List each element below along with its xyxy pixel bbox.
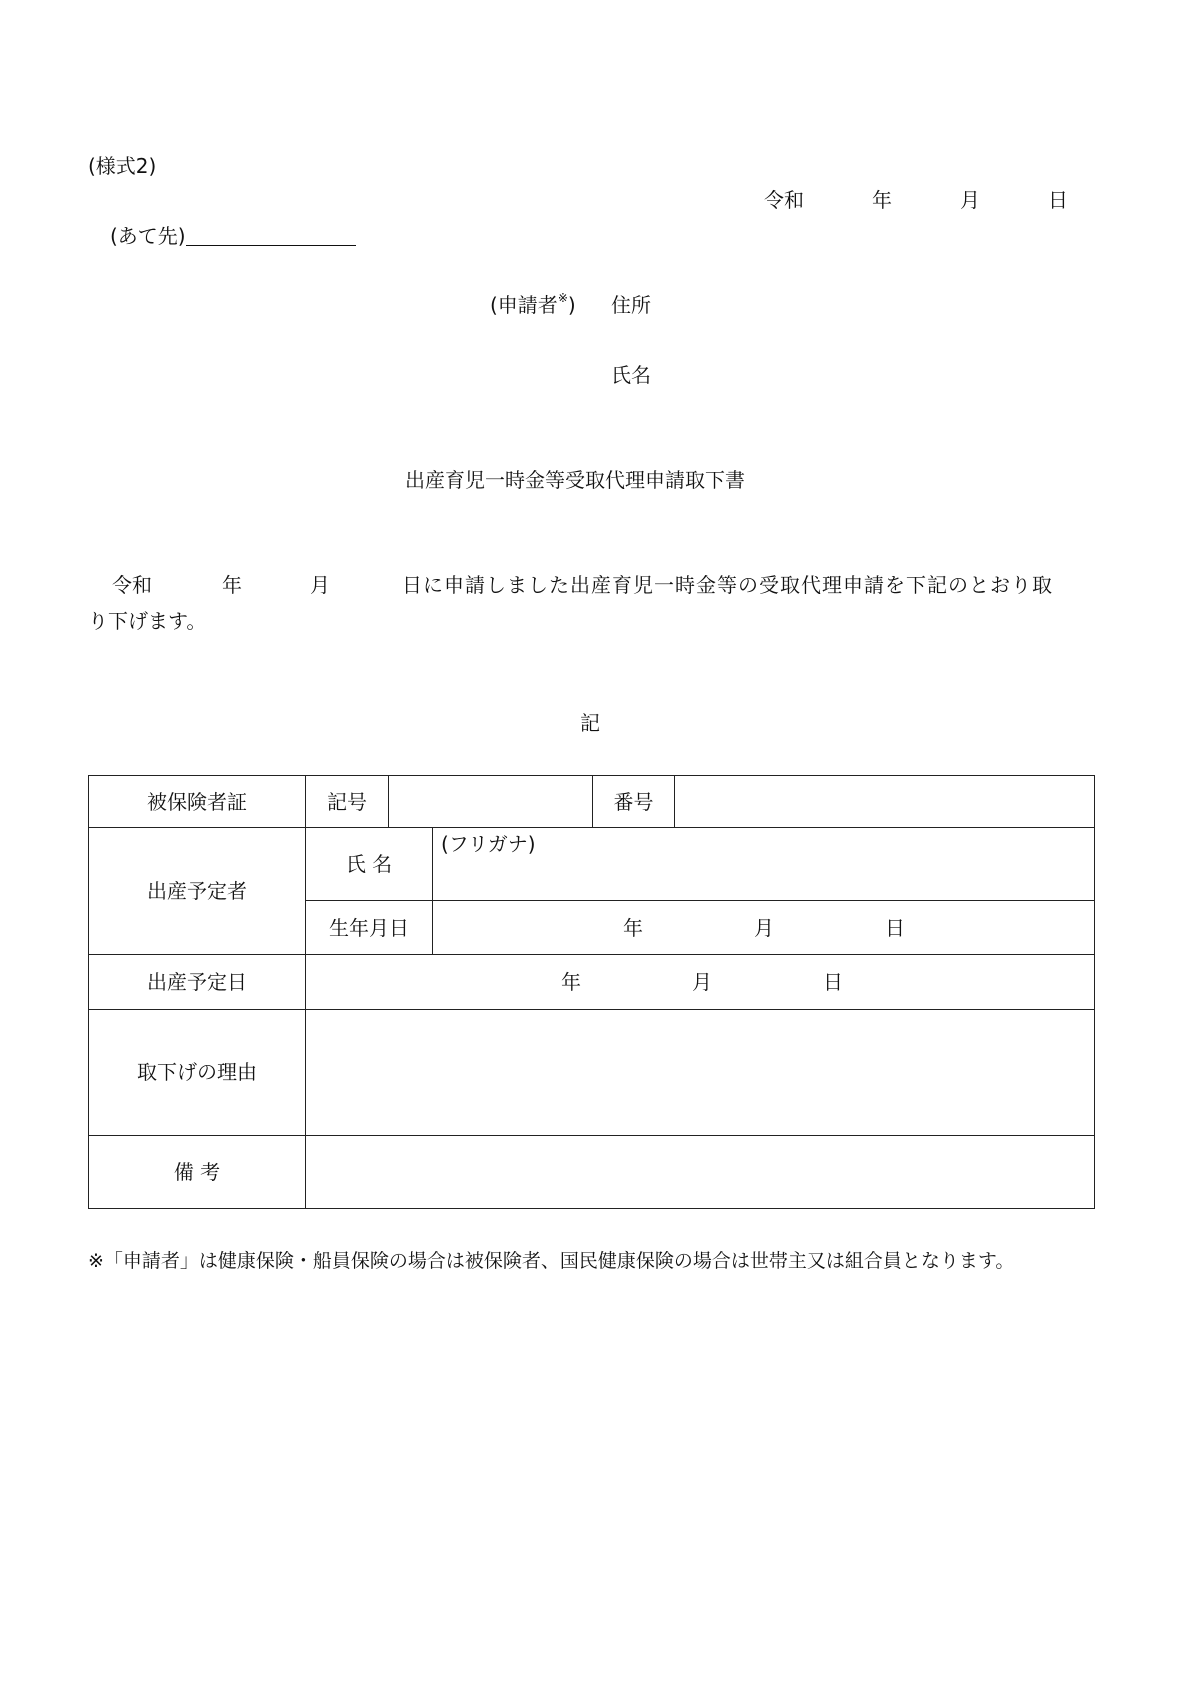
furigana-label: (フリガナ) — [441, 832, 536, 857]
birth-label: 生年月日 — [306, 901, 433, 955]
number-label: 番号 — [593, 776, 675, 828]
document-title: 出産育児一時金等受取代理申請取下書 — [405, 468, 745, 492]
date-year: 年 — [872, 188, 892, 212]
number-field[interactable] — [675, 776, 1095, 828]
ki-heading: 記 — [580, 711, 600, 735]
note-mark: ※ — [557, 291, 568, 305]
symbol-field[interactable] — [389, 776, 593, 828]
body-line2: り下げます。 — [88, 609, 207, 633]
insurance-card-label: 被保険者証 — [89, 776, 306, 828]
name-field-label: 氏 名 — [306, 828, 433, 901]
addressee-label: (あて先) — [110, 224, 186, 248]
due-date-field[interactable] — [306, 955, 1095, 1009]
reason-label: 取下げの理由 — [89, 1009, 306, 1135]
address-label: 住所 — [611, 293, 651, 317]
birth-month: 月 — [754, 915, 774, 940]
body-month: 月 — [310, 573, 330, 597]
name-label: 氏名 — [611, 363, 651, 387]
body-era: 令和 — [112, 573, 152, 597]
form-table — [88, 775, 1095, 1209]
birth-field[interactable] — [433, 901, 1095, 955]
due-day: 日 — [823, 969, 843, 994]
applicant-label: (申請者※) — [490, 291, 576, 317]
remarks-field[interactable] — [306, 1135, 1095, 1208]
date-month: 月 — [960, 188, 980, 212]
birth-year: 年 — [623, 915, 643, 940]
birth-day: 日 — [885, 915, 905, 940]
form-number: (様式2) — [88, 154, 157, 178]
due-date-label: 出産予定日 — [89, 955, 306, 1009]
symbol-label: 記号 — [306, 776, 389, 828]
reason-field[interactable] — [306, 1009, 1095, 1135]
addressee — [110, 225, 356, 246]
due-year: 年 — [561, 969, 581, 994]
addressee-blank — [186, 225, 356, 246]
name-field[interactable] — [433, 828, 1095, 901]
date-era: 令和 — [764, 188, 804, 212]
body-year: 年 — [222, 573, 242, 597]
body-line1: 日に申請しました出産育児一時金等の受取代理申請を下記のとおり取 — [402, 573, 1053, 597]
footnote: ※「申請者」は健康保険・船員保険の場合は被保険者、国民健康保険の場合は世帯主又は組合員となります。 — [88, 1250, 1015, 1272]
date-day: 日 — [1048, 188, 1068, 212]
expectant-label: 出産予定者 — [89, 828, 306, 955]
remarks-label: 備 考 — [89, 1135, 306, 1208]
due-month: 月 — [692, 969, 712, 994]
